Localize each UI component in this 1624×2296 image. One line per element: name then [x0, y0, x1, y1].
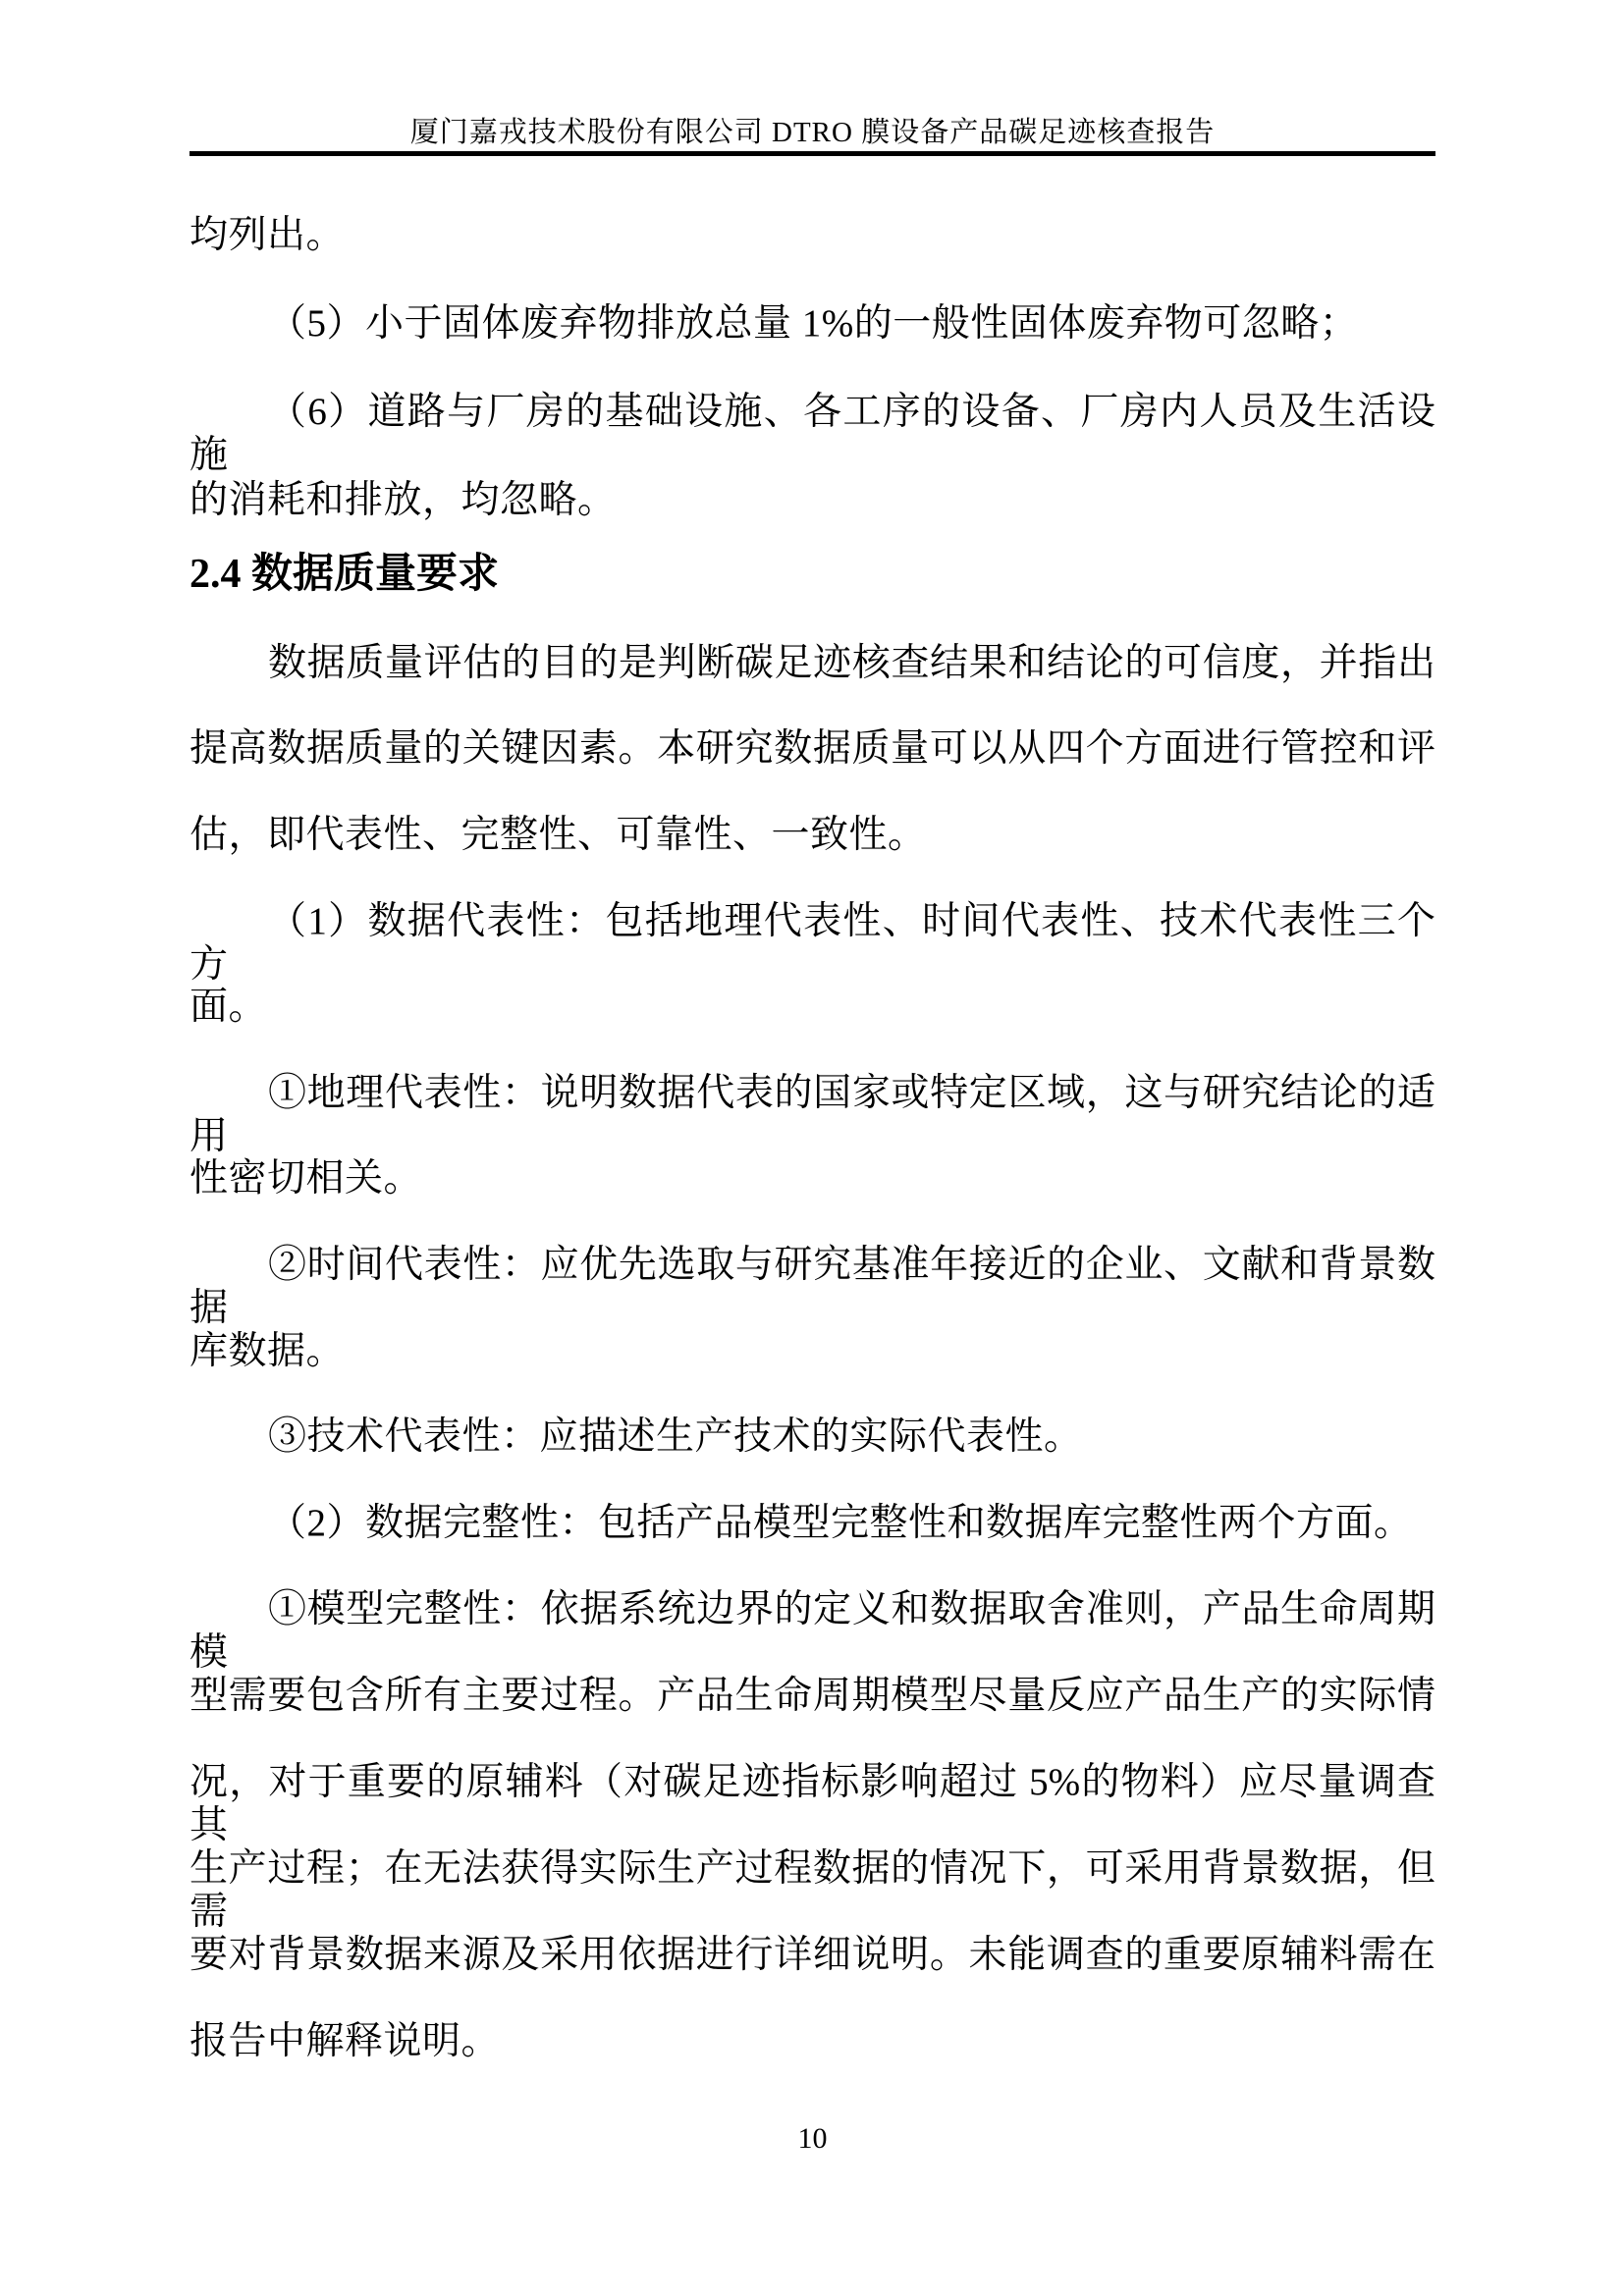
body-line: （5）小于固体废弃物排放总量 1%的一般性固体废弃物可忽略；: [268, 302, 1359, 345]
page-number: 10: [797, 2122, 828, 2155]
body-line: （2）数据完整性：包括产品模型完整性和数据库完整性两个方面。: [268, 1502, 1413, 1544]
body-line: （1）数据代表性：包括地理代表性、时间代表性、技术代表性三个方: [189, 900, 1435, 986]
body-line: ②时间代表性：应优先选取与研究基准年接近的企业、文献和背景数据: [189, 1244, 1435, 1329]
body-line: 性密切相关。: [189, 1157, 423, 1200]
body-line: 库数据。: [189, 1330, 346, 1372]
body-line: 面。: [189, 986, 268, 1028]
body-line: 报告中解释说明。: [189, 2020, 501, 2062]
body-line: ③技术代表性：应描述生产技术的实际代表性。: [268, 1415, 1083, 1458]
body-line: 生产过程；在无法获得实际生产过程数据的情况下，可采用背景数据，但需: [189, 1847, 1435, 1933]
body-line: 型需要包含所有主要过程。产品生命周期模型尽量反应产品生产的实际情: [189, 1675, 1435, 1717]
body-line: 估，即代表性、完整性、可靠性、一致性。: [189, 814, 927, 856]
body-line: 况，对于重要的原辅料（对碳足迹指标影响超过 5%的物料）应尽量调查其: [189, 1761, 1435, 1846]
header-divider-rule: [189, 151, 1435, 156]
body-line: 均列出。: [189, 214, 346, 256]
body-line: （6）道路与厂房的基础设施、各工序的设备、厂房内人员及生活设施: [189, 391, 1435, 476]
body-line: 要对背景数据来源及采用依据进行详细说明。未能调查的重要原辅料需在: [189, 1934, 1435, 1976]
body-line: 数据质量评估的目的是判断碳足迹核查结果和结论的可信度，并指出: [268, 642, 1435, 684]
body-line: ①模型完整性：依据系统边界的定义和数据取舍准则，产品生命周期模: [189, 1588, 1435, 1674]
body-line: ①地理代表性：说明数据代表的国家或特定区域，这与研究结论的适用: [189, 1072, 1435, 1157]
body-line: 的消耗和排放，均忽略。: [189, 479, 617, 521]
section-heading: 2.4 数据质量要求: [189, 552, 500, 597]
body-line: 提高数据质量的关键因素。本研究数据质量可以从四个方面进行管控和评: [189, 727, 1435, 770]
page-header-title: 厦门嘉戎技术股份有限公司 DTRO 膜设备产品碳足迹核查报告: [409, 117, 1216, 148]
